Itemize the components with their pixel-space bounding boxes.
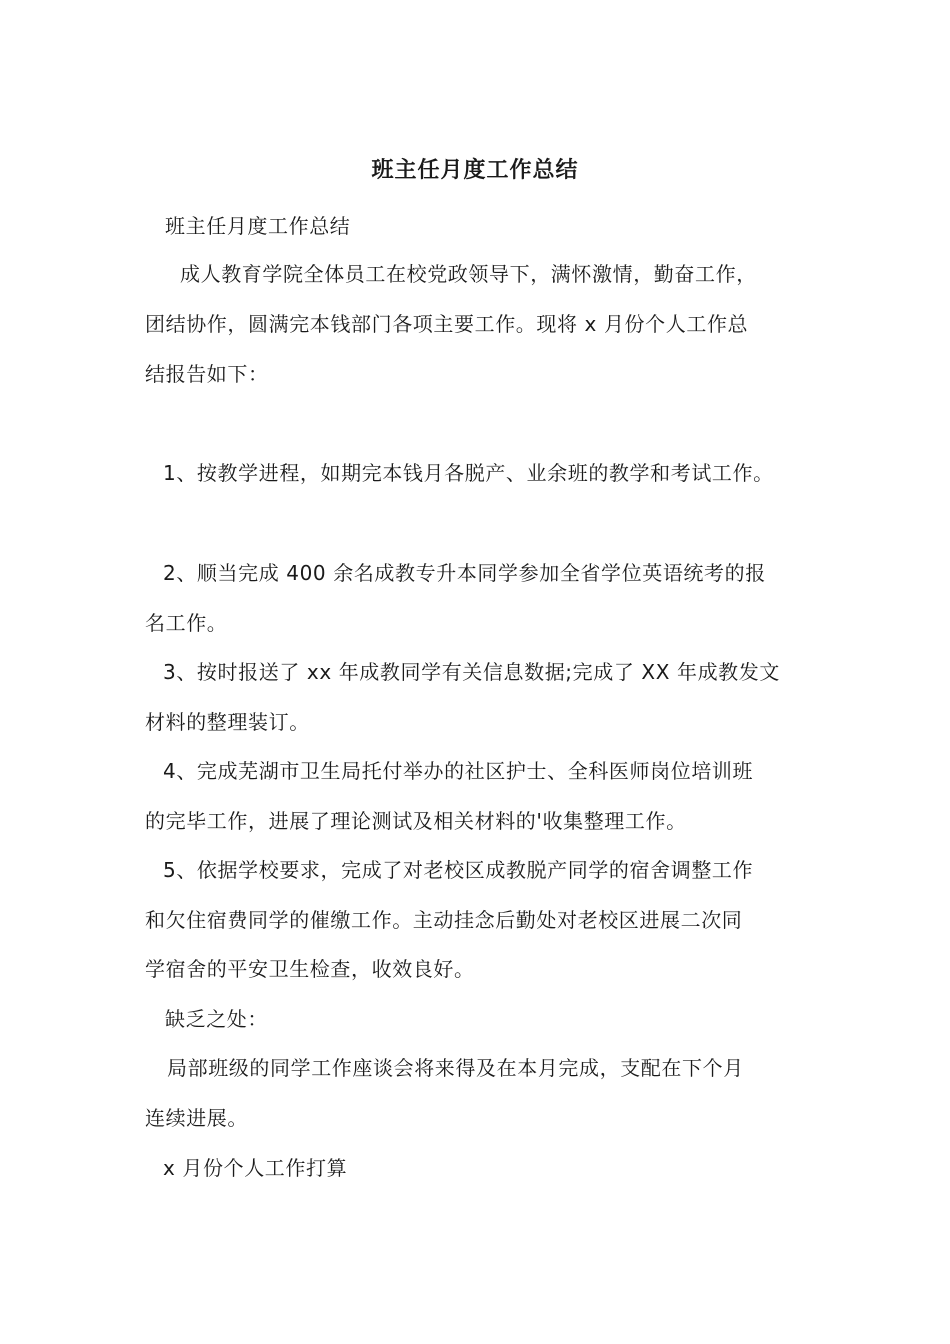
list-item-1: 1、按教学进程，如期完本钱月各脱产、业余班的教学和考试工作。 bbox=[163, 461, 774, 485]
body-line: 连续进展。 bbox=[145, 1106, 248, 1130]
body-line: 成人教育学院全体员工在校党政领导下，满怀激情，勤奋工作， bbox=[180, 262, 757, 286]
list-item-4-continued: 的完毕工作，进展了理论测试及相关材料的'收集整理工作。 bbox=[145, 809, 687, 833]
list-item-5-continued: 和欠住宿费同学的催缴工作。主动挂念后勤处对老校区进展二次同 bbox=[145, 908, 743, 932]
list-item-5-continued: 学宿舍的平安卫生检查，收效良好。 bbox=[145, 957, 475, 981]
list-item-3-continued: 材料的整理装订。 bbox=[145, 710, 310, 734]
shortcomings-heading: 缺乏之处： bbox=[165, 1007, 268, 1031]
body-line: 团结协作，圆满完本钱部门各项主要工作。现将 x 月份个人工作总 bbox=[145, 312, 749, 336]
body-line: 结报告如下： bbox=[145, 362, 269, 386]
list-item-4: 4、完成芜湖市卫生局托付举办的社区护士、全科医师岗位培训班 bbox=[163, 759, 754, 783]
subtitle-line: 班主任月度工作总结 bbox=[165, 214, 351, 238]
list-item-2-continued: 名工作。 bbox=[145, 611, 228, 635]
list-item-2: 2、顺当完成 400 余名成教专升本同学参加全省学位英语统考的报 bbox=[163, 561, 766, 585]
list-item-5: 5、依据学校要求，完成了对老校区成教脱产同学的宿舍调整工作 bbox=[163, 858, 754, 882]
list-item-3: 3、按时报送了 xx 年成教同学有关信息数据;完成了 XX 年成教发文 bbox=[163, 660, 780, 684]
plan-heading: x 月份个人工作打算 bbox=[163, 1156, 348, 1180]
body-line: 局部班级的同学工作座谈会将来得及在本月完成，支配在下个月 bbox=[167, 1056, 744, 1080]
document-title: 班主任月度工作总结 bbox=[371, 158, 579, 183]
